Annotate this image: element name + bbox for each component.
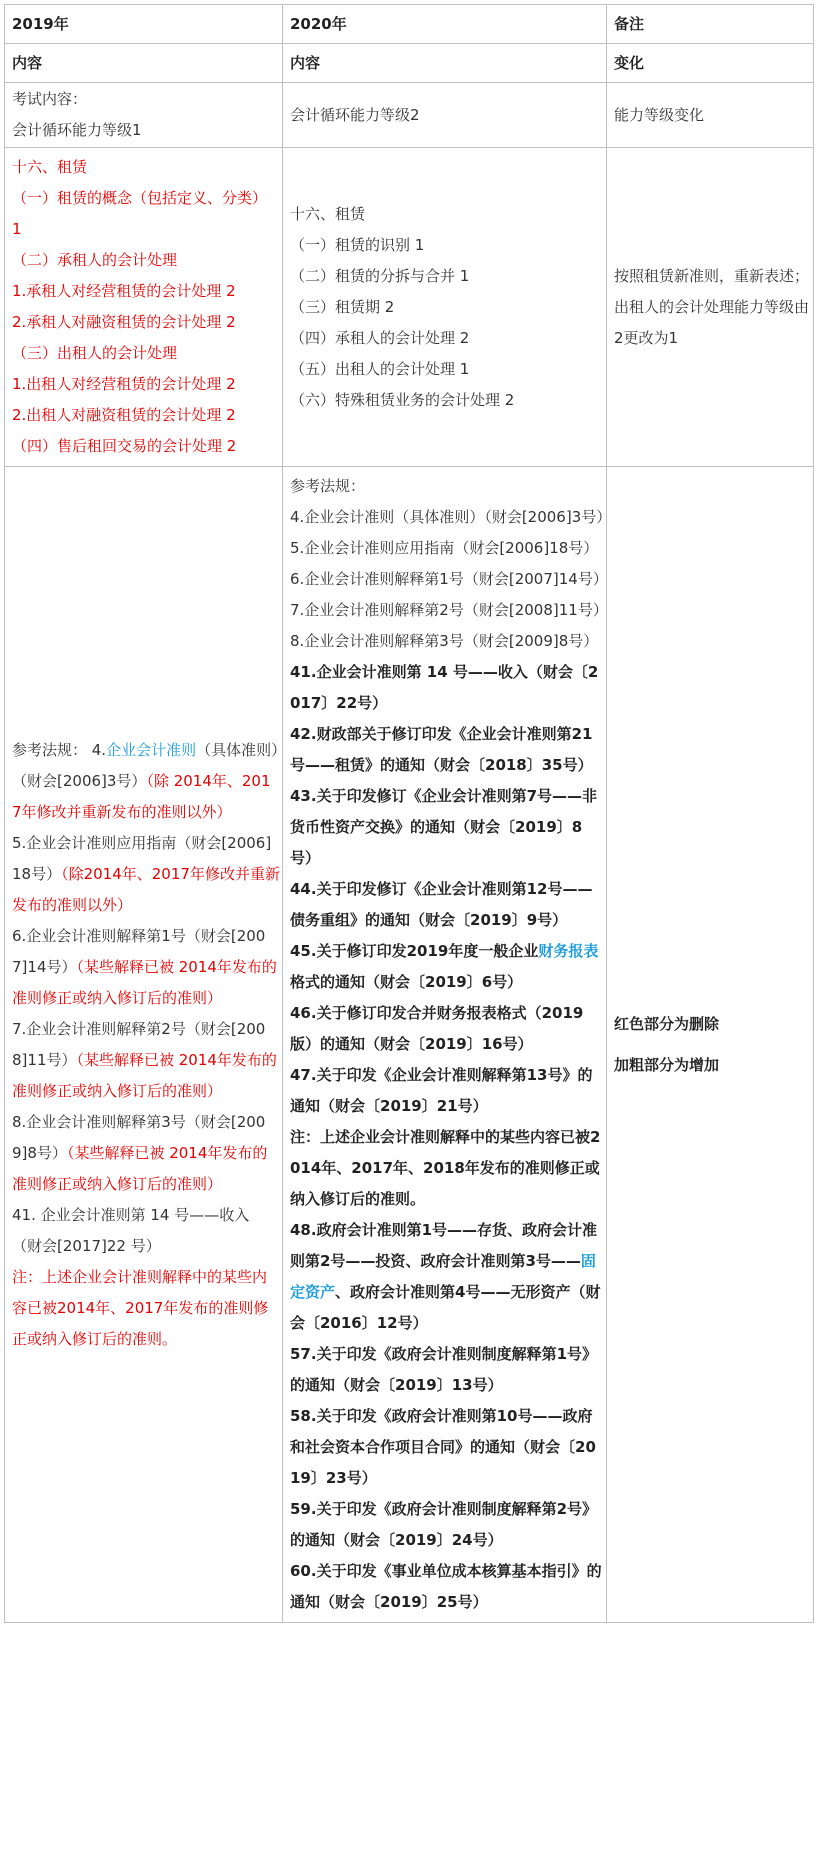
- lease-2020-line: （五）出租人的会计处理 1: [290, 359, 470, 378]
- reg-2020-intro: 参考法规：: [290, 477, 366, 495]
- header-remarks: 备注: [607, 5, 814, 44]
- reg-text: 8.企业会计准则解释第3号（财会[2009]8号）: [12, 1112, 266, 1162]
- lease-2020-line: （六）特殊租赁业务的会计处理 2: [290, 390, 515, 409]
- deleted-text: （某些解释已被 2014年发布的准则修正或纳入修订后的准则）: [12, 957, 277, 1007]
- deleted-text: （除2014年、2017年修改并重新发布的准则以外）: [12, 864, 280, 914]
- added-item: 60.关于印发《事业单位成本核算基本指引》的通知（财会〔2019〕25号）: [290, 1562, 602, 1611]
- added-item: 47.关于印发《企业会计准则解释第13号》的通知（财会〔2019〕21号）: [290, 1066, 593, 1115]
- added-item: [290, 936, 604, 998]
- lease-change-line: 按照租赁新准则，重新表述；: [614, 266, 810, 285]
- reg-text: 、政府会计准则第4号——无形资产（财会〔2016〕12号）: [290, 1283, 601, 1332]
- reg-2019-item: [12, 1107, 280, 1200]
- header-2020: 2020年: [283, 5, 607, 44]
- added-item: 44.关于印发修订《企业会计准则第12号——债务重组》的通知（财会〔2019〕9号）: [290, 880, 593, 929]
- reg-2020-item: 4.企业会计准则（具体准则）（财会[2006]3号）: [290, 508, 612, 526]
- lease-2019-line: 十六、租赁: [12, 158, 88, 176]
- added-item: [290, 1215, 604, 1339]
- header-content-2019: 内容: [5, 44, 283, 83]
- added-item: 58.关于印发《政府会计准则第10号——政府和社会资本合作项目合同》的通知（财会〔2019〕23号）: [290, 1407, 596, 1487]
- header-row-years: [5, 5, 814, 44]
- level-intro: 考试内容：: [12, 90, 88, 108]
- lease-2019-line: 2.出租人对融资租赁的会计处理 2: [12, 406, 236, 424]
- cell-regulations-change: [607, 467, 814, 1623]
- reg-text: 7.企业会计准则解释第2号（财会[2008]11号）: [12, 1019, 266, 1069]
- reg-2019-item: [12, 921, 280, 1014]
- cell-2020-lease: [283, 148, 607, 467]
- added-item: 43.关于印发修订《企业会计准则第7号——非货币性资产交换》的通知（财会〔2019〕8号）: [290, 787, 598, 867]
- added-item: 42.财政部关于修订印发《企业会计准则第21号——租赁》的通知（财会〔2018〕35号）: [290, 725, 593, 774]
- added-item: 41.企业会计准则第 14 号——收入（财会〔2017〕22号）: [290, 663, 599, 712]
- lease-2019-line: （四）售后租回交易的会计处理 2: [12, 437, 237, 455]
- lease-2019-line: （一）租赁的概念（包括定义、分类） 1: [12, 189, 268, 238]
- reg-text: 格式的通知（财会〔2019〕6号）: [290, 973, 523, 991]
- lease-2020-line: （一）租赁的识别 1: [290, 235, 425, 254]
- reg-2020-item: 7.企业会计准则解释第2号（财会[2008]11号）: [290, 601, 608, 619]
- legend-deleted: 红色部分为删除: [614, 1014, 720, 1033]
- cell-2019-lease: [5, 148, 283, 467]
- reg-2020-item: 6.企业会计准则解释第1号（财会[2007]14号）: [290, 570, 608, 588]
- header-row-content: [5, 44, 814, 83]
- row-ability-level: [5, 83, 814, 148]
- row-lease: [5, 148, 814, 467]
- deleted-text: （除 2014年、2017年修改并重新发布的准则以外）: [12, 771, 271, 821]
- level-2019: 会计循环能力等级1: [12, 121, 142, 139]
- reg-text: 5.企业会计准则应用指南（财会[2006]18号）: [12, 833, 272, 883]
- lease-2020-line: （三）租赁期 2: [290, 297, 395, 316]
- cell-lease-change: [607, 148, 814, 467]
- lease-2019-line: 2.承租人对融资租赁的会计处理 2: [12, 313, 236, 331]
- cell-2019-level: [5, 83, 283, 148]
- fixed-assets-link[interactable]: 固定资产: [290, 1252, 596, 1301]
- lease-change-line: 出租人的会计处理能力等级由2更改为1: [614, 297, 810, 347]
- reg-text: 45.关于修订印发2019年度一般企业: [290, 942, 539, 960]
- comparison-table: [4, 4, 814, 1623]
- reg-2019-item: [12, 735, 280, 828]
- lease-2019-line: （二）承租人的会计处理: [12, 251, 178, 269]
- lease-2019-line: 1.出租人对经营租赁的会计处理 2: [12, 375, 236, 393]
- header-2019: 2019年: [5, 5, 283, 44]
- lease-2019-line: （三）出租人的会计处理: [12, 344, 178, 362]
- added-item: 46.关于修订印发合并财务报表格式（2019版）的通知（财会〔2019〕16号）: [290, 1004, 584, 1053]
- legend-added: 加粗部分为增加: [614, 1055, 720, 1074]
- added-item: 59.关于印发《政府会计准则制度解释第2号》的通知（财会〔2019〕24号）: [290, 1500, 598, 1549]
- reg-2020-item: 8.企业会计准则解释第3号（财会[2009]8号）: [290, 632, 599, 650]
- cell-2020-level: 会计循环能力等级2: [283, 83, 607, 148]
- cell-2020-regulations: [283, 467, 612, 1623]
- added-note: 注：上述企业会计准则解释中的某些内容已被2014年、2017年、2018年发布的准则修正或纳入修订后的准则。: [290, 1128, 601, 1208]
- lease-2020-line: （二）租赁的分拆与合并 1: [290, 266, 470, 285]
- reg-text: 6.企业会计准则解释第1号（财会[2007]14号）: [12, 926, 266, 976]
- reg-2020-item: 5.企业会计准则应用指南（财会[2006]18号）: [290, 539, 599, 557]
- header-content-2020: 内容: [283, 44, 607, 83]
- cell-level-change: 能力等级变化: [607, 83, 814, 148]
- accounting-standards-link[interactable]: 企业会计准则: [106, 740, 197, 759]
- lease-2019-line: 1.承租人对经营租赁的会计处理 2: [12, 282, 236, 300]
- deleted-text: （某些解释已被 2014年发布的准则修正或纳入修订后的准则）: [12, 1143, 268, 1193]
- reg-2019-item: [12, 828, 280, 921]
- deleted-text: （某些解释已被 2014年发布的准则修正或纳入修订后的准则）: [12, 1050, 277, 1100]
- reg-text: 48.政府会计准则第1号——存货、政府会计准则第2号——投资、政府会计准则第3号——: [290, 1221, 598, 1270]
- reg-text: （具体准则）（财会[2006]3号）: [12, 740, 279, 790]
- reg-2019-item: [12, 1014, 280, 1107]
- row-regulations: [5, 467, 814, 1623]
- reg-2019-item: 41. 企业会计准则第 14 号——收入 （财会[2017]22 号）: [12, 1205, 250, 1255]
- cell-2019-regulations: [5, 467, 283, 1623]
- added-item: 57.关于印发《政府会计准则制度解释第1号》的通知（财会〔2019〕13号）: [290, 1345, 598, 1394]
- lease-2020-line: （四）承租人的会计处理 2: [290, 328, 470, 347]
- lease-2020-line: 十六、租赁: [290, 204, 366, 223]
- deleted-note: 注：上述企业会计准则解释中的某些内容已被2014年、2017年发布的准则修正或纳入修订后的准则。: [12, 1267, 269, 1348]
- financial-statements-link[interactable]: 财务报表: [538, 942, 599, 960]
- reg-text: 参考法规： 4.: [12, 740, 107, 759]
- header-change: 变化: [607, 44, 814, 83]
